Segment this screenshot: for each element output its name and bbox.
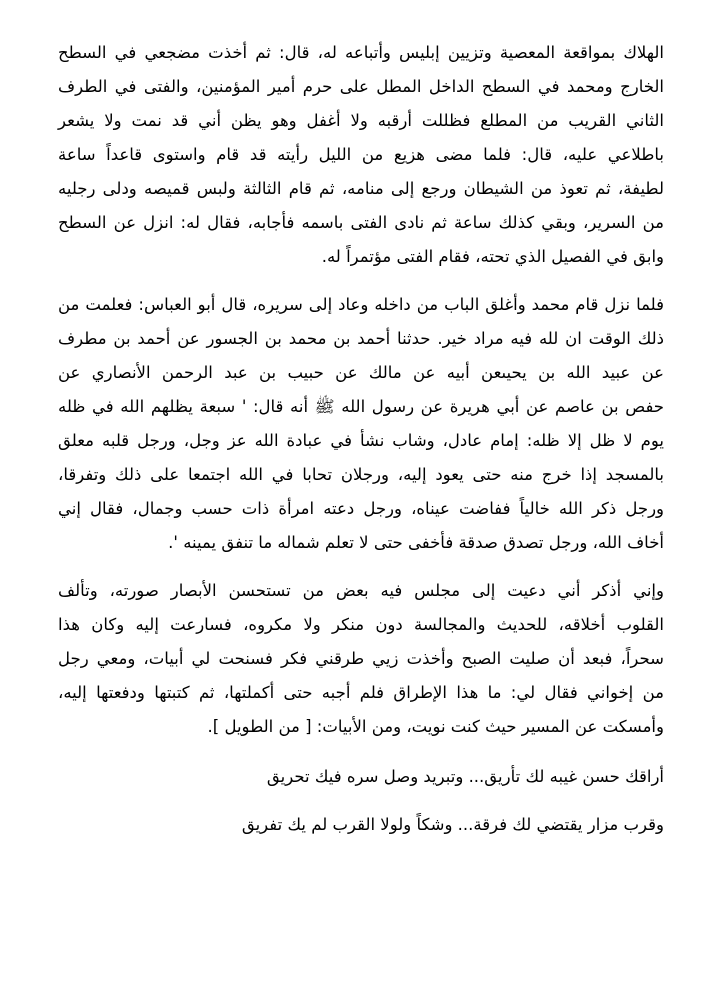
paragraph-3 [58, 574, 664, 744]
text-line: حفص بن عاصم عن أبي هريرة عن رسول الله ﷺ أنه قال: ' سبعة يظلهم الله في ظله [58, 397, 664, 416]
text-line: من إخواني فقال لي: ما هذا الإطراق فلم أجبه حتى أكملتها، ثم كتبتها ودفعتها إليه، [58, 683, 664, 702]
text-line: لطيفة، ثم تعوذ من الشيطان ورجع إلى منامه، ثم قام الثالثة ولبس قميصه ودلى رجليه [58, 179, 664, 198]
paragraph-2 [58, 288, 664, 560]
paragraph-1 [58, 36, 664, 274]
text-line: بالمسجد إذا خرج منه حتى يعود إليه، ورجلان تحابا في الله اجتمعا على ذلك وتفرقا، [58, 465, 664, 484]
document-page [58, 36, 664, 842]
text-line: من السرير، وبقي كذلك ساعة ثم نادى الفتى باسمه فأجابه، فقال له: انزل عن السطح [58, 213, 664, 232]
poem-verse-2: وقرب مزار يقتضي لك فرقة... وشكاً ولولا القرب لم يك تفريق [241, 815, 664, 834]
text-line: الثاني القريب من المطلع فظللت أرقبه ولا أغفل وهو يظن أني قد نمت ولا يشعر [58, 111, 664, 130]
text-line: القلوب أخلاقه، للحديث والمجالسة دون منكر ولا مكروه، فسارعت إليه وكان هذا [58, 615, 664, 634]
text-line: ذلك الوقت ان لله فيه مراد خير. حدثنا أحمد بن محمد بن الجسور عن أحمد بن مطرف [58, 329, 664, 348]
poem-verse-1: أراقك حسن غيبه لك تأريق... وتبريد وصل سره فيك تحريق [266, 767, 664, 786]
text-line: ورجل ذكر الله خالياً ففاضت عيناه، ورجل دعته امرأة ذات حسب وجمال، فقال إني [58, 499, 664, 518]
paragraph-spacer [58, 274, 664, 288]
paragraph-spacer [58, 744, 664, 760]
text-line: وإني أذكر أني دعيت إلى مجلس فيه بعض من تستحسن الأبصار صورته، وتألف [58, 581, 664, 600]
text-line: فلما نزل قام محمد وأغلق الباب من داخله وعاد إلى سريره، قال أبو العباس: فعلمت من [58, 295, 664, 314]
text-line: يوم لا ظل إلا ظله: إمام عادل، وشاب نشأ في عبادة الله عز وجل، ورجل قلبه معلق [58, 431, 664, 450]
text-line: الهلاك بمواقعة المعصية وتزيين إبليس وأتباعه له، قال: ثم أخذت مضجعي في السطح [58, 43, 664, 62]
text-line: سحراً، فبعد أن صليت الصبح وأخذت زيي طرقني فكر فسنحت لي أبيات، ومعي رجل [58, 649, 664, 668]
text-line: باطلاعي عليه، قال: فلما مضى هزيع من الليل رأيته قد قام واستوى قاعداً ساعة [58, 145, 664, 164]
paragraph-spacer [58, 560, 664, 574]
text-line: وأمسكت عن المسير حيث كنت نويت، ومن الأبيات: [ من الطويل ]. [207, 717, 664, 736]
text-line: أخاف الله، ورجل تصدق صدقة فأخفى حتى لا تعلم شماله ما تنفق يمينه '. [168, 533, 664, 552]
text-line: عن عبيد الله بن يحيىعن أبيه عن مالك عن حبيب بن عبد الرحمن الأنصاري عن [58, 363, 664, 382]
text-line: وابق في الفصيل الذي تحته، فقام الفتى مؤتمراً له. [321, 247, 664, 266]
text-line: الخارج ومحمد في السطح الداخل المطل على حرم أمير المؤمنين، والفتى في الطرف [58, 77, 664, 96]
verse-spacer [58, 794, 664, 808]
